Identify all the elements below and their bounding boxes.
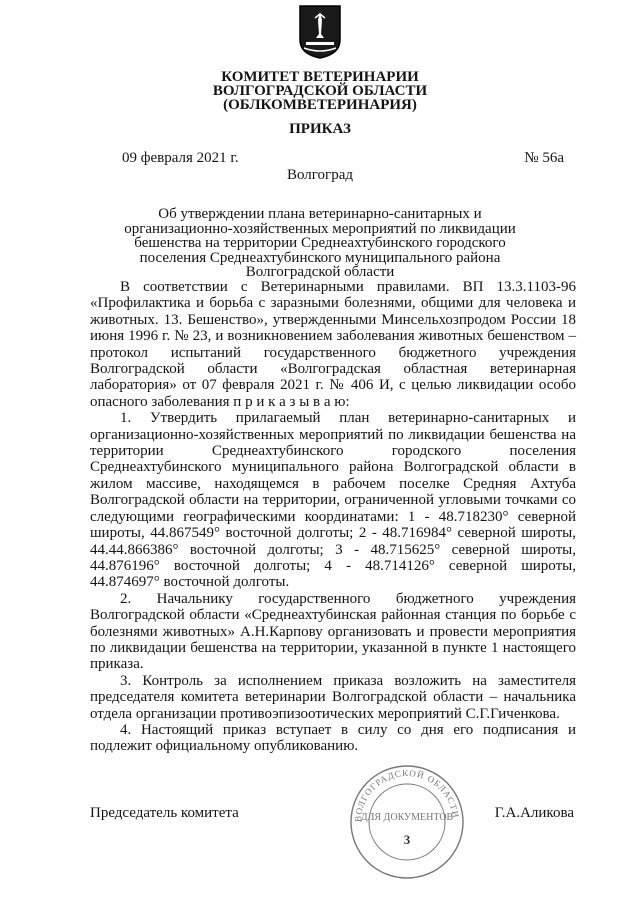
org-line-3: (ОБЛКОМВЕТЕРИНАРИЯ) xyxy=(223,97,417,113)
stamp-seal-icon xyxy=(347,762,467,882)
signatory-position: Председатель комитета xyxy=(90,805,239,821)
clause-4-paragraph: 4. Настоящий приказ вступает в силу со дня его подписания и подлежит официальному опубликованию. xyxy=(90,721,576,755)
document-subject: Об утверждении плана ветеринарно-санитарных и организационно-хозяйственных мероприятий по ликвидации бешенства на территории Среднеахтубинского городского поселения Среднеахтубинского муниципального района Волгоградской области xyxy=(124,206,516,280)
preamble-paragraph: В соответствии с Ветеринарными правилами. ВП 13.3.1103-96 «Профилактика и борьба с заразными болезнями, общими для человека и животных. 13. Бешенство», утвержденными Минсельхозпродом России 18 июня 1996 г. № 23, и возникновением заболевания животных бешенством – протокол испытаний государственного бюджетного учреждения Волгоградской области «Волгоградская областная ветеринарная лаборатория» от 07 февраля 2021 г. № 406 И, с целью ликвидации особо опасного заболевания п р и к а з ы в а ю: xyxy=(90,279,576,410)
document-number: № 56а xyxy=(524,150,564,166)
clause-2-paragraph: 2. Начальнику государственного бюджетного учреждения Волгоградской области «Среднеахтубинская районная станция по борьбе с болезнями животных» А.Н.Карпову организовать и провести мероприятия по ликвидации бешенства на территории, указанной в пункте 1 настоящего приказа. xyxy=(90,590,576,673)
org-line-1: КОМИТЕТ ВЕТЕРИНАРИИ xyxy=(221,69,419,85)
document-city: Волгоград xyxy=(286,167,353,183)
svg-text:ВОЛГОГРАДСКОЙ ОБЛАСТИ: ВОЛГОГРАДСКОЙ ОБЛАСТИ xyxy=(352,767,461,823)
org-line-2: ВОЛГОГРАДСКОЙ ОБЛАСТИ xyxy=(212,83,428,99)
clause-3-paragraph: 3. Контроль за исполнением приказа возложить на заместителя председателя комитета ветеринарии Волгоградской области – начальника отдела организации противоэпизоотических мероприятий С.Г.Гиченкова. xyxy=(90,672,576,722)
svg-text:3: 3 xyxy=(403,832,411,847)
document-type: ПРИКАЗ xyxy=(289,121,351,137)
coat-of-arms-icon xyxy=(298,4,342,60)
document-body xyxy=(90,279,576,755)
document-date: 09 февраля 2021 г. xyxy=(122,150,239,166)
signatory-name: Г.А.Аликова xyxy=(494,805,574,821)
clause-1-paragraph: 1. Утвердить прилагаемый план ветеринарно-санитарных и организационно-хозяйственных мероприятий по ликвидации бешенства на территории Среднеахтубинского городского поселения Среднеахтубинского муниципального района Волгоградской области в жилом массиве, находящемся в рабочем поселке Средняя Ахтуба Волгоградской области на территории, ограниченной угловыми точками со следующими географическими координатами: 1 - 48.718230° северной широты, 44.867549° восточной долготы; 2 - 48.716984° северной широты, 44.44.866386° восточной долготы; 3 - 48.715625° северной широты, 44.876196° восточной долготы; 4 - 48.714126° северной широты, 44.874697° восточной долготы. xyxy=(90,410,576,591)
svg-text:ДЛЯ ДОКУМЕНТОВ: ДЛЯ ДОКУМЕНТОВ xyxy=(360,812,454,823)
organization-name xyxy=(0,70,640,112)
